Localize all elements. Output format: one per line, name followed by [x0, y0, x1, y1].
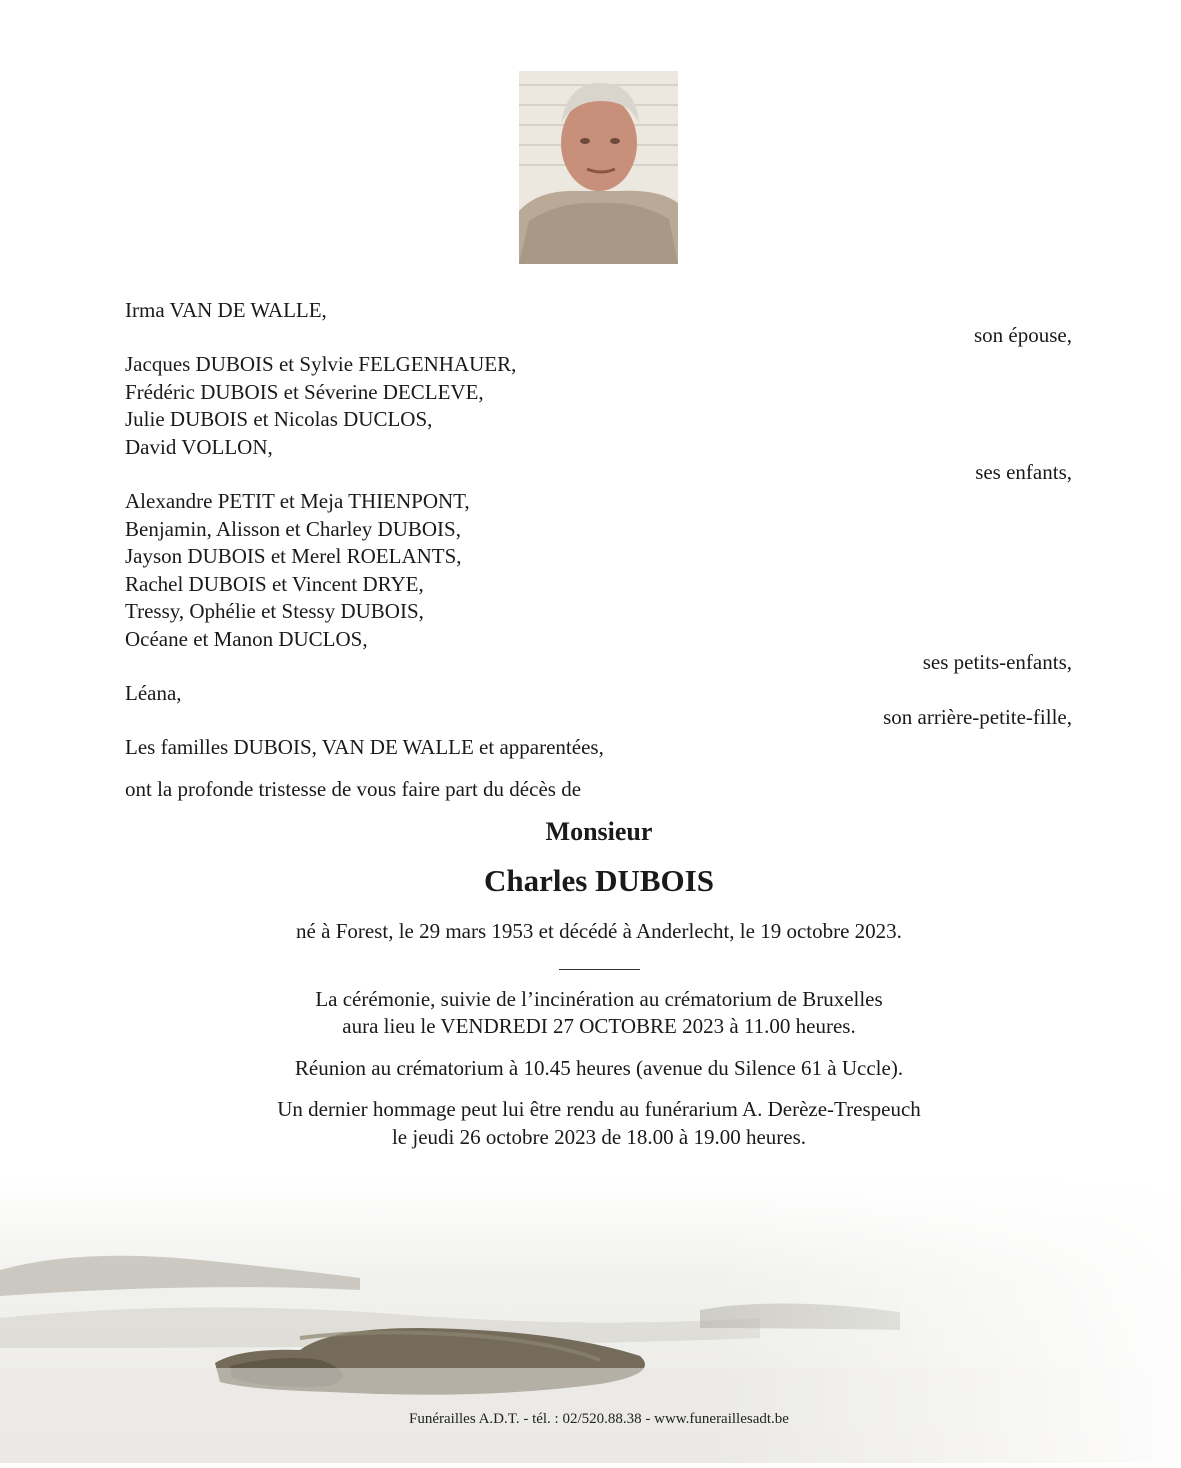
announcement-line: ont la profonde tristesse de vous faire part du décès de — [125, 777, 582, 801]
grandchild-name: Océane et Manon DUCLOS, — [125, 626, 368, 651]
spouse-relation: son épouse, — [974, 323, 1072, 347]
portrait-photo — [519, 71, 678, 264]
deceased-name: Charles DUBOIS — [484, 863, 714, 898]
ceremony-line-2: aura lieu le VENDREDI 27 OCTOBRE 2023 à 11.00 heures. — [342, 1014, 856, 1038]
spouse-name: Irma VAN DE WALLE, — [125, 298, 327, 322]
grandchild-name: Alexandre PETIT et Meja THIENPONT, — [125, 489, 470, 513]
grandchild-name: Benjamin, Alisson et Charley DUBOIS, — [125, 516, 461, 541]
spouse-names — [125, 297, 327, 325]
families-line: Les familles DUBOIS, VAN DE WALLE et apparentées, — [125, 735, 604, 759]
great-grandchild-name: Léana, — [125, 681, 182, 705]
tribute-line-2: le jeudi 26 octobre 2023 de 18.00 à 19.00 heures. — [391, 1125, 807, 1149]
tribute-line-1: Un dernier hommage peut lui être rendu au funérarium A. Derèze-Trespeuch — [277, 1097, 921, 1121]
great-grandchild-relation: son arrière-petite-fille, — [883, 705, 1072, 729]
honorific: Monsieur — [545, 817, 653, 846]
birth-death-dates: né à Forest, le 29 mars 1953 et décédé à Anderlecht, le 19 octobre 2023. — [296, 919, 902, 943]
child-name: Jacques DUBOIS et Sylvie FELGENHAUER, — [125, 352, 517, 376]
meeting-line: Réunion au crématorium à 10.45 heures (avenue du Silence 61 à Uccle). — [294, 1056, 904, 1080]
divider — [559, 969, 640, 970]
grandchildren-relation: ses petits-enfants, — [922, 650, 1072, 674]
grandchild-name: Rachel DUBOIS et Vincent DRYE, — [125, 571, 424, 596]
ceremony-line-1: La cérémonie, suivie de l’incinération au crématorium de Bruxelles — [315, 987, 883, 1011]
funeral-home-footer: Funérailles A.D.T. - tél. : 02/520.88.38 - www.funeraillesadt.be — [409, 1411, 789, 1427]
grandchild-name: Tressy, Ophélie et Stessy DUBOIS, — [125, 599, 424, 623]
child-name: Julie DUBOIS et Nicolas DUCLOS, — [125, 407, 433, 431]
child-name: David VOLLON, — [125, 434, 273, 459]
grandchildren-names — [125, 488, 470, 653]
child-name: Frédéric DUBOIS et Séverine DECLEVE, — [125, 379, 484, 404]
grandchild-name: Jayson DUBOIS et Merel ROELANTS, — [125, 544, 462, 568]
great-grandchild-names — [125, 680, 182, 708]
children-relation: ses enfants, — [975, 460, 1072, 484]
children-names — [125, 351, 516, 461]
